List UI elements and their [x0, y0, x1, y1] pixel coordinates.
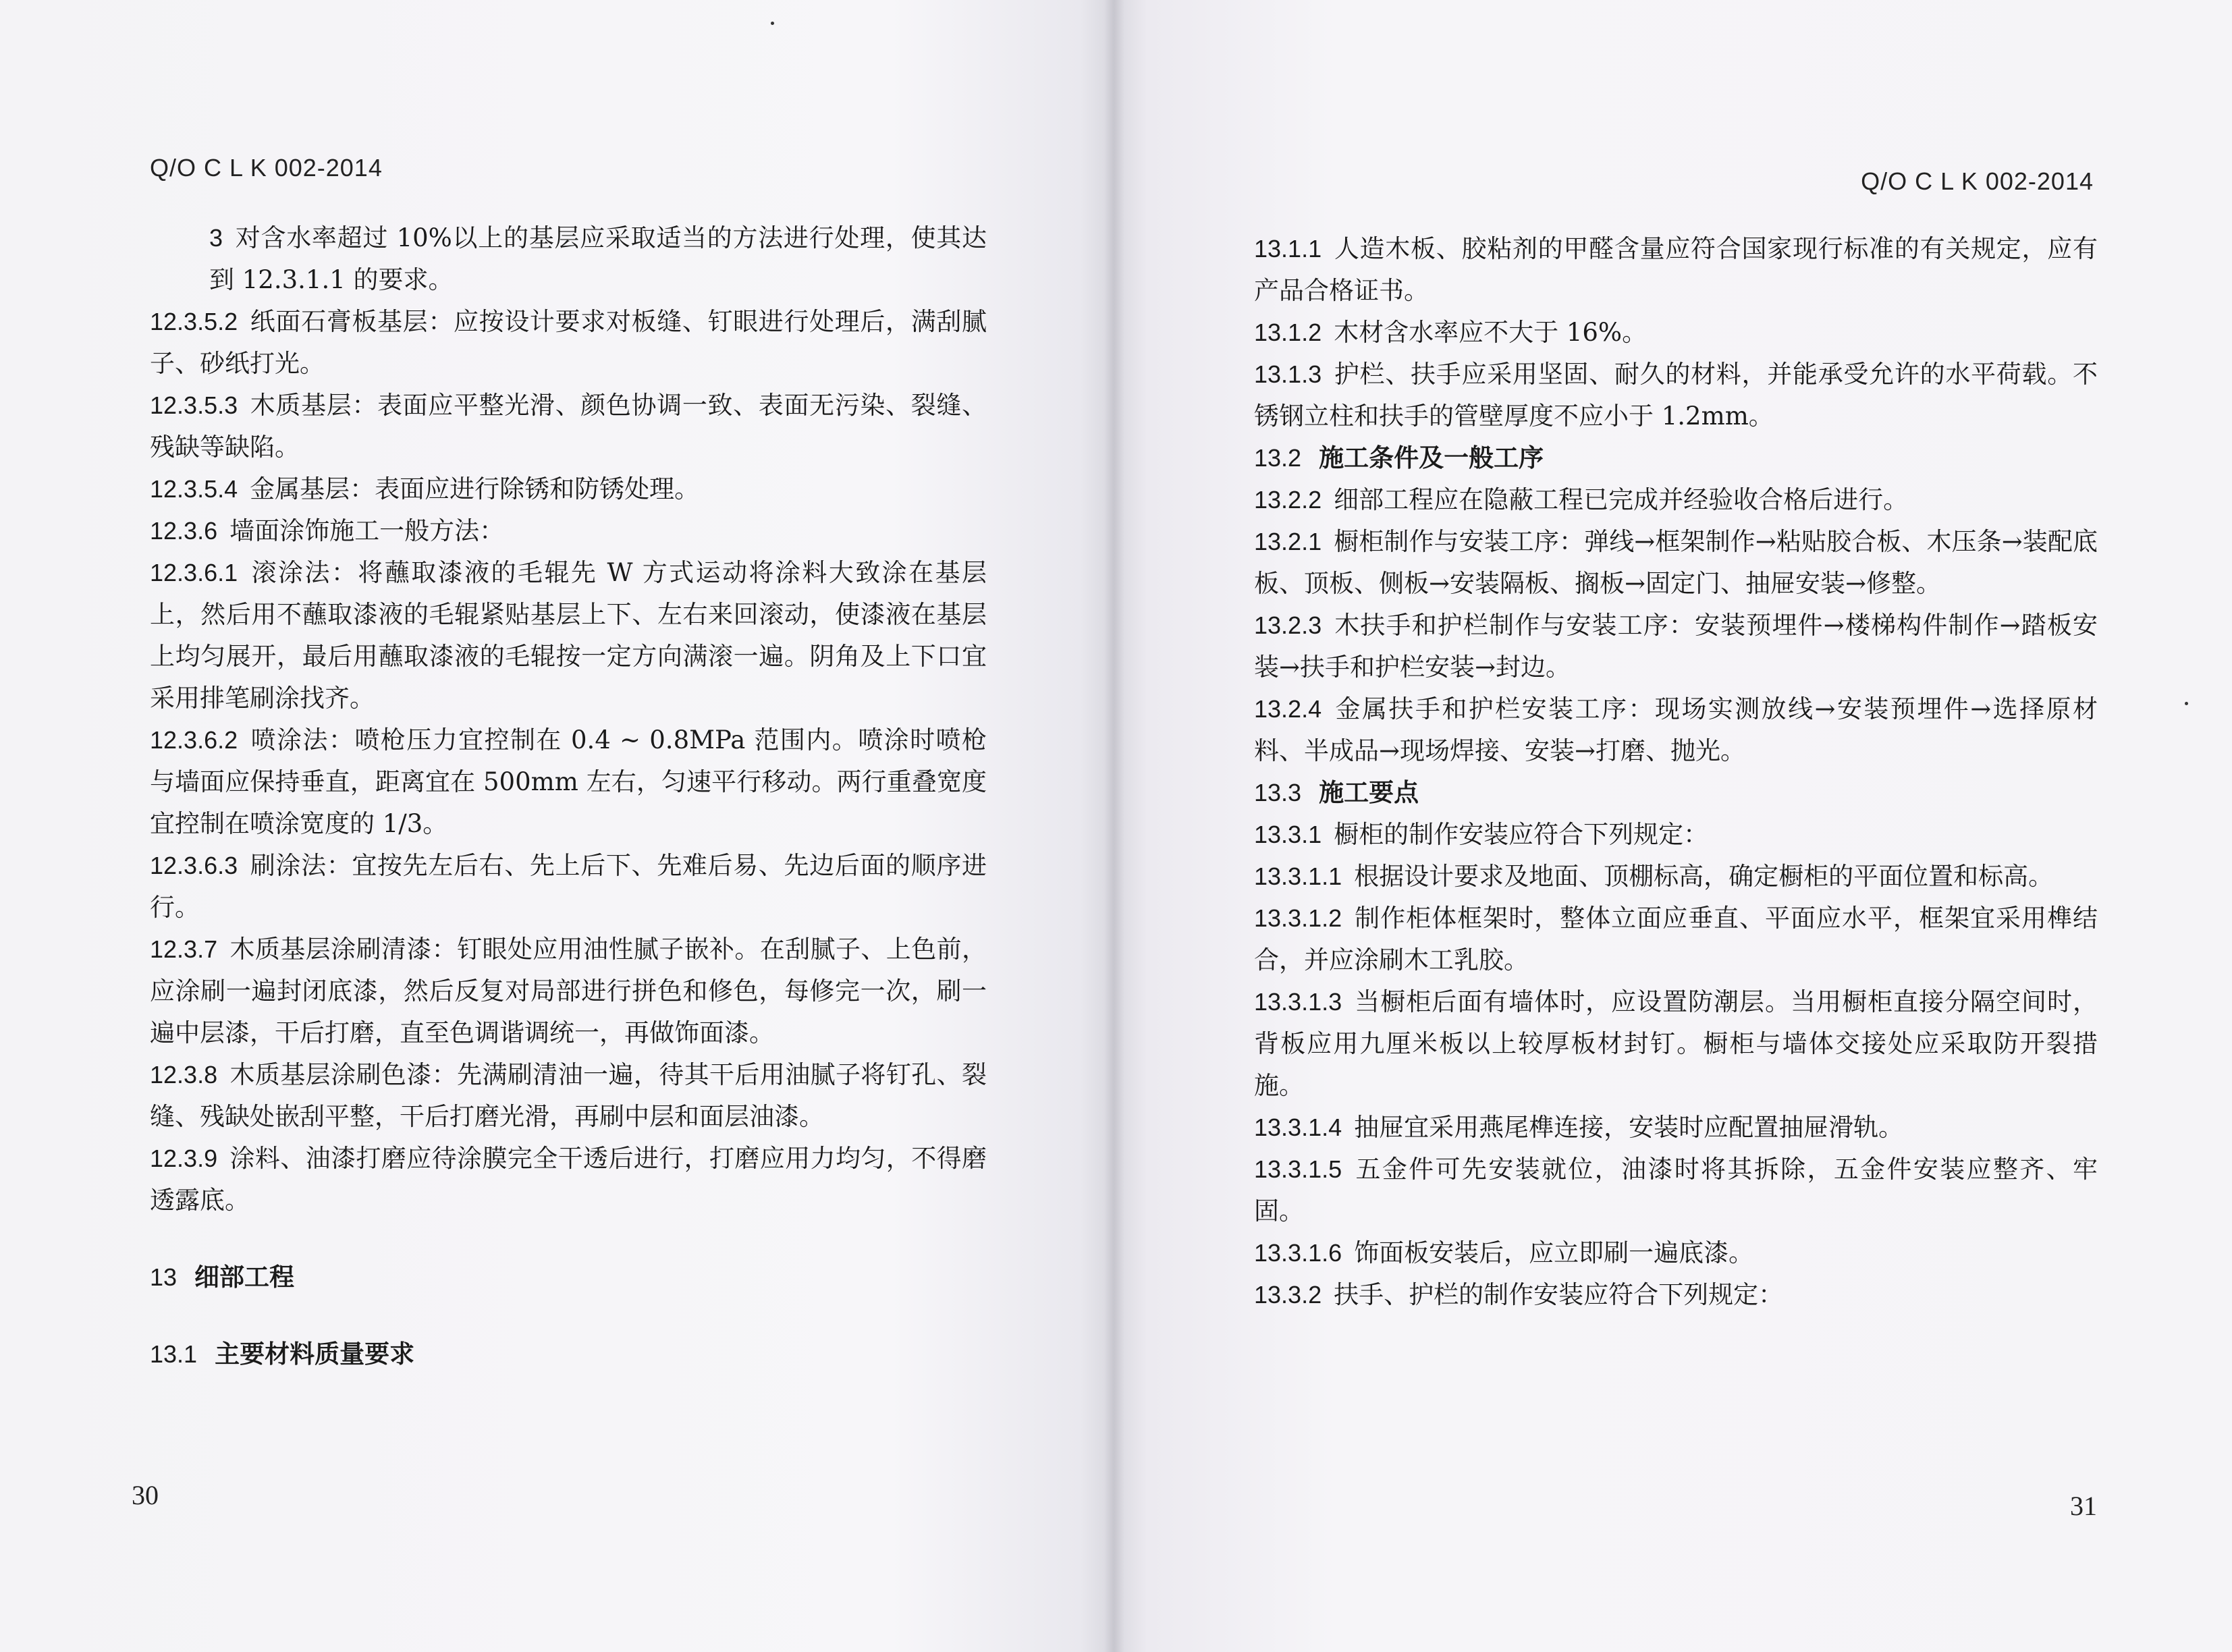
clause-text: 金属基层：表面应进行除锈和防锈处理。 [250, 474, 700, 503]
clause-text: 滚涂法：将蘸取漆液的毛辊先 W 方式运动将涂料大致涂在基层上，然后用不蘸取漆液的毛辊紧贴基层上下、左右来回滚动，使漆液在基层上均匀展开，最后用蘸取漆液的毛辊按一定方向满滚一遍。阴角及上下口宜采用排笔刷涂找齐。 [150, 558, 987, 713]
subsection-heading [150, 1333, 987, 1375]
paragraph [1254, 1107, 2098, 1149]
clause-number: 13.1.2 [1254, 319, 1322, 346]
clause-text: 抽屉宜采用燕尾榫连接，安装时应配置抽屉滑轨。 [1354, 1113, 1904, 1142]
paragraph [1254, 312, 2098, 354]
paragraph [150, 1138, 987, 1221]
paragraph [150, 719, 987, 845]
clause-text: 护栏、扶手应采用坚固、耐久的材料，并能承受允许的水平荷载。不锈钢立柱和扶手的管壁厚度不应小于 1.2mm。 [1254, 360, 2098, 431]
paragraph [1254, 1274, 2098, 1316]
clause-number: 12.3.8 [150, 1061, 218, 1089]
clause-text: 墙面涂饰施工一般方法： [229, 516, 505, 545]
subsection-heading [1254, 437, 2098, 479]
paragraph [150, 552, 987, 719]
clause-number: 12.3.9 [150, 1145, 218, 1172]
print-speck [2185, 702, 2188, 705]
clause-text: 木扶手和护栏制作与安装工序：安装预埋件→楼梯构件制作→踏板安装→扶手和护栏安装→封边。 [1254, 611, 2098, 682]
paragraph [1254, 479, 2098, 521]
right-page [1114, 0, 2232, 1652]
subsection-title: 施工条件及一般工序 [1319, 443, 1544, 472]
page-header: Q/O C L K 002-2014 [1861, 167, 2094, 195]
clause-number: 12.3.6.2 [150, 726, 238, 754]
paragraph [1254, 1149, 2098, 1232]
paragraph [1254, 521, 2098, 605]
clause-number: 12.3.5.3 [150, 391, 238, 419]
page-number: 30 [132, 1480, 159, 1510]
paragraph [1254, 605, 2098, 688]
clause-text: 木材含水率应不大于 16%。 [1334, 318, 1648, 347]
paragraph [1254, 688, 2098, 772]
left-page [0, 0, 1114, 1652]
clause-number: 13.3.1.2 [1254, 904, 1342, 932]
clause-number: 13.3.1.3 [1254, 988, 1342, 1016]
clause-text: 刷涂法：宜按先左后右、先上后下、先难后易、先边后面的顺序进行。 [150, 851, 987, 922]
clause-text: 根据设计要求及地面、顶棚标高，确定橱柜的平面位置和标高。 [1354, 862, 2054, 891]
clause-number: 13.3.1.4 [1254, 1113, 1342, 1141]
subsection-title: 施工要点 [1319, 778, 1419, 807]
paragraph [1254, 814, 2098, 856]
subsection-number: 13.3 [1254, 779, 1302, 806]
section-number: 13 [150, 1263, 178, 1291]
section-heading [150, 1257, 987, 1298]
clause-number: 13.2.3 [1254, 611, 1322, 639]
clause-text: 五金件可先安装就位，油漆时将其拆除，五金件安装应整齐、牢固。 [1254, 1155, 2098, 1226]
clause-text: 对含水率超过 10%以上的基层应采取适当的方法进行处理，使其达到 12.3.1.1 的要求。 [209, 223, 987, 294]
clause-number: 13.3.1.5 [1254, 1155, 1342, 1183]
clause-number: 13.3.1.6 [1254, 1239, 1342, 1267]
clause-text: 饰面板安装后，应立即刷一遍底漆。 [1354, 1238, 1754, 1267]
clause-number: 3 [209, 224, 223, 252]
clause-number: 13.2.1 [1254, 528, 1322, 555]
clause-text: 当橱柜后面有墙体时，应设置防潮层。当用橱柜直接分隔空间时，背板应用九厘米板以上较厚板材封钉。橱柜与墙体交接处应采取防开裂措施。 [1254, 987, 2098, 1100]
paragraph [150, 301, 987, 385]
clause-number: 13.3.1 [1254, 821, 1322, 848]
subsection-title: 主要材料质量要求 [215, 1340, 415, 1369]
clause-text: 制作柜体框架时，整体立面应垂直、平面应水平，框架宜采用榫结合，并应涂刷木工乳胶。 [1254, 904, 2098, 974]
paragraph [150, 217, 987, 301]
paragraph [1254, 898, 2098, 981]
clause-number: 12.3.5.4 [150, 475, 238, 503]
subsection-number: 13.1 [150, 1340, 198, 1368]
clause-text: 涂料、油漆打磨应待涂膜完全干透后进行，打磨应用力均匀，不得磨透露底。 [150, 1144, 987, 1215]
clause-text: 木质基层：表面应平整光滑、颜色协调一致、表面无污染、裂缝、残缺等缺陷。 [150, 391, 987, 462]
print-speck [771, 22, 774, 25]
paragraph [150, 1054, 987, 1138]
clause-number: 12.3.6.1 [150, 559, 238, 586]
paragraph [1254, 228, 2098, 312]
right-page-body [1254, 228, 2098, 1316]
clause-text: 扶手、护栏的制作安装应符合下列规定： [1334, 1280, 1784, 1309]
clause-number: 12.3.7 [150, 935, 218, 963]
clause-text: 人造木板、胶粘剂的甲醛含量应符合国家现行标准的有关规定，应有产品合格证书。 [1254, 234, 2098, 305]
clause-text: 细部工程应在隐蔽工程已完成并经验收合格后进行。 [1334, 485, 1909, 514]
paragraph [1254, 981, 2098, 1107]
clause-number: 12.3.6.3 [150, 852, 238, 879]
paragraph [150, 468, 987, 510]
clause-text: 喷涂法：喷枪压力宜控制在 0.4 ~ 0.8MPa 范围内。喷涂时喷枪与墙面应保持垂直，距离宜在 500mm 左右，匀速平行移动。两行重叠宽度宜控制在喷涂宽度的 1/3。 [150, 725, 987, 838]
clause-number: 13.3.2 [1254, 1281, 1322, 1309]
paragraph [150, 385, 987, 468]
clause-number: 13.2.2 [1254, 486, 1322, 514]
paragraph [150, 845, 987, 929]
page-number: 31 [2070, 1491, 2097, 1521]
book-gutter [1104, 0, 1124, 1652]
clause-text: 木质基层涂刷色漆：先满刷清油一遍，待其干后用油腻子将钉孔、裂缝、残缺处嵌刮平整，干后打磨光滑，再刷中层和面层油漆。 [150, 1060, 987, 1131]
paragraph [150, 929, 987, 1054]
paragraph [150, 510, 987, 552]
clause-number: 12.3.6 [150, 517, 218, 545]
clause-text: 橱柜制作与安装工序：弹线→框架制作→粘贴胶合板、木压条→装配底板、顶板、侧板→安装隔板、搁板→固定门、抽屉安装→修整。 [1254, 527, 2098, 598]
clause-text: 金属扶手和护栏安装工序：现场实测放线→安装预埋件→选择原材料、半成品→现场焊接、安装→打磨、抛光。 [1254, 694, 2098, 765]
left-page-body [150, 217, 987, 1375]
subsection-heading [1254, 772, 2098, 814]
clause-text: 纸面石膏板基层：应按设计要求对板缝、钉眼进行处理后，满刮腻子、砂纸打光。 [150, 307, 987, 378]
subsection-number: 13.2 [1254, 444, 1302, 472]
page-header: Q/O C L K 002-2014 [150, 154, 383, 182]
paragraph [1254, 354, 2098, 437]
clause-number: 13.3.1.1 [1254, 862, 1342, 890]
clause-number: 13.1.3 [1254, 360, 1322, 388]
clause-number: 13.2.4 [1254, 695, 1322, 723]
clause-text: 橱柜的制作安装应符合下列规定： [1334, 820, 1709, 849]
paragraph [1254, 1232, 2098, 1274]
clause-text: 木质基层涂刷清漆：钉眼处应用油性腻子嵌补。在刮腻子、上色前，应涂刷一遍封闭底漆，然后反复对局部进行拼色和修色，每修完一次，刷一遍中层漆，干后打磨，直至色调谐调统一，再做饰面漆。 [150, 935, 987, 1047]
section-title: 细部工程 [194, 1263, 295, 1292]
paragraph [1254, 856, 2098, 898]
clause-number: 12.3.5.2 [150, 308, 238, 335]
clause-number: 13.1.1 [1254, 235, 1322, 263]
